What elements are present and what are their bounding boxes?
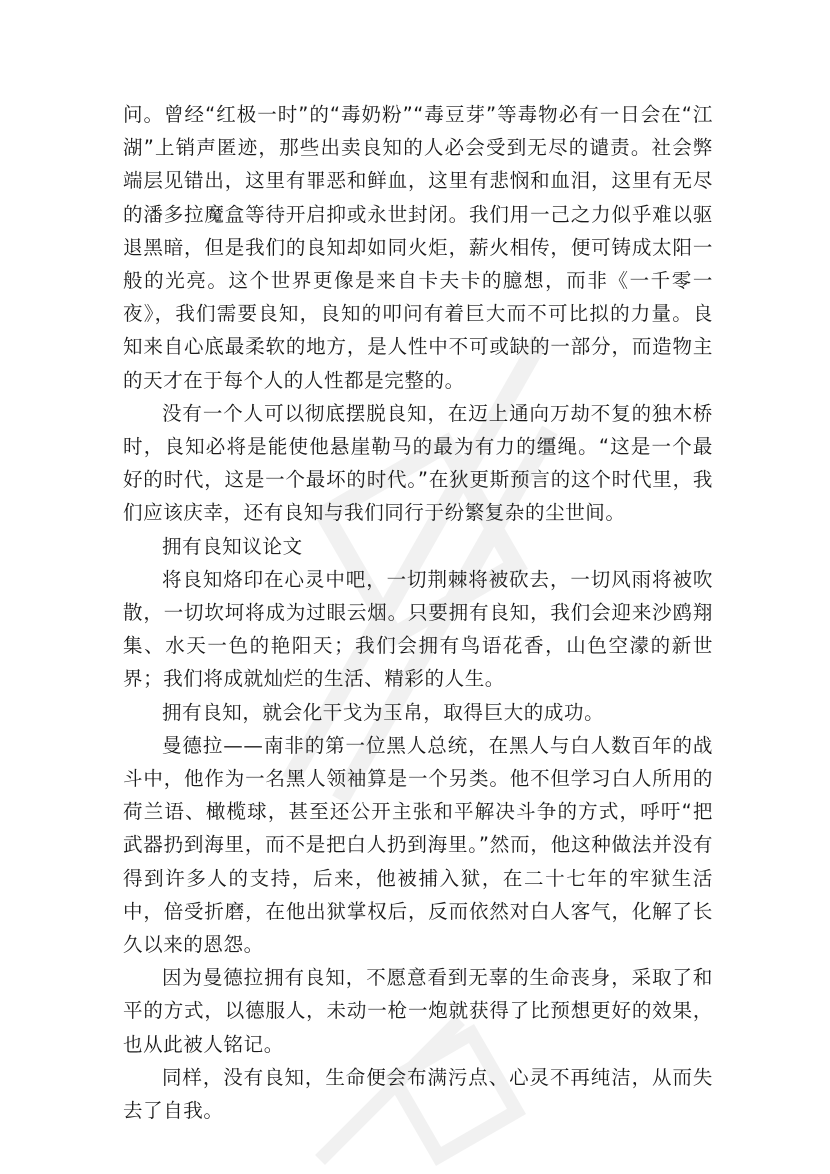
paragraph: 拥有良知，就会化干戈为玉帛，取得巨大的成功。 [162, 700, 605, 724]
paragraph: 曼德拉——南非的第一位黑人总统，在黑人与白人数百年的战斗中，他作为一名黑人领袖算是一个另类。他不但学习白人所用的荷兰语、橄榄球，甚至还公开主张和平解决斗争的方式，呼吁“把武器扔到海里，而不是把白人扔到海里。”然而，他这种做法并没有得到许多人的支持，后来，他被捕入狱，在二十七年的牢狱生活中，倍受折磨，在他出狱掌权后，反而依然对白人客气，化解了长久以来的恩怨。 [123, 733, 713, 957]
paragraph: 将良知烙印在心灵中吧，一切荆棘将被砍去，一切风雨将被吹散，一切坎坷将成为过眼云烟。只要拥有良知，我们会迎来沙鸥翔集、水天一色的艳阳天；我们会拥有鸟语花香，山色空濛的新世界；我们将成就灿烂的生活、精彩的人生。 [123, 567, 713, 691]
essay-body [123, 98, 713, 1127]
paragraph: 因为曼德拉拥有良知，不愿意看到无辜的生命丧身，采取了和平的方式，以德服人，未动一枪一炮就获得了比预想更好的效果，也从此被人铭记。 [123, 966, 713, 1056]
paragraph: 同样，没有良知，生命便会布满污点、心灵不再纯洁，从而失去了自我。 [123, 1065, 713, 1123]
paragraph: 没有一个人可以彻底摆脱良知，在迈上通向万劫不复的独木桥时，良知必将是能使他悬崖勒马的最为有力的缰绳。“这是一个最好的时代，这是一个最坏的时代。”在狄更斯预言的这个时代里，我们应该庆幸，还有良知与我们同行于纷繁复杂的尘世间。 [123, 401, 713, 525]
paragraph: 问。曾经“红极一时”的“毒奶粉”“毒豆芽”等毒物必有一日会在“江湖”上销声匿迹，那些出卖良知的人必会受到无尽的谴责。社会弊端层见错出，这里有罪恶和鲜血，这里有悲悯和血泪，这里有无尽的潘多拉魔盒等待开启抑或永世封闭。我们用一己之力似乎难以驱退黑暗，但是我们的良知却如同火炬，薪火相传，便可铸成太阳一般的光亮。这个世界更像是来自卡夫卡的臆想，而非《一千零一夜》，我们需要良知，良知的叩问有着巨大而不可比拟的力量。良知来自心底最柔软的地方，是人性中不可或缺的一部分，而造物主的天才在于每个人的人性都是完整的。 [123, 103, 713, 392]
section-heading: 拥有良知议论文 [162, 534, 303, 558]
